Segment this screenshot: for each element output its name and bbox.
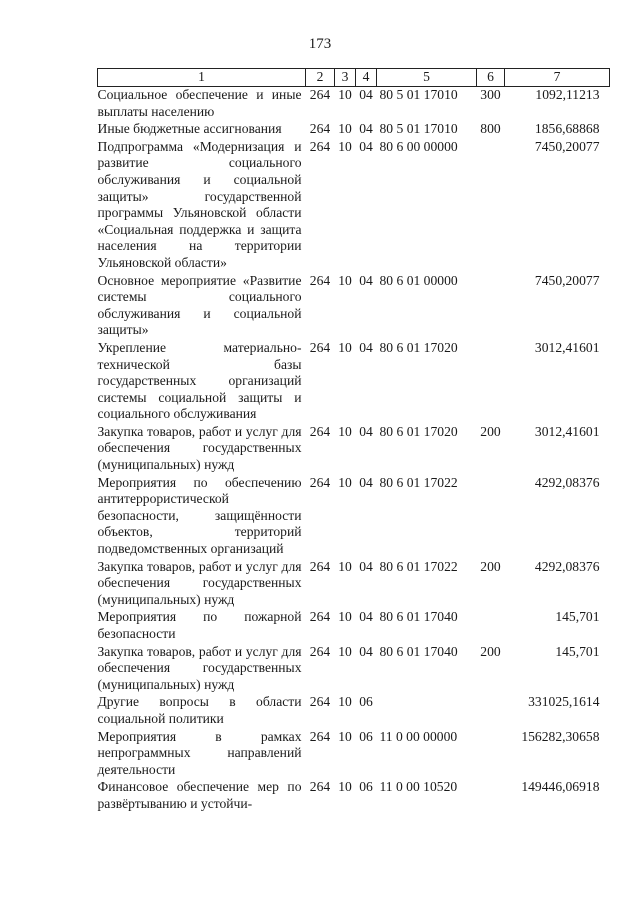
row-subsection-code: 04 bbox=[359, 474, 373, 490]
header-col-1: 1 bbox=[98, 69, 306, 87]
row-amount: 7450,20077 bbox=[534, 138, 600, 154]
row-subsection-code: 04 bbox=[359, 138, 373, 154]
row-ministry-code: 264 bbox=[309, 728, 331, 744]
row-subsection-code: 04 bbox=[359, 272, 373, 288]
row-target-article: 80 6 01 17022 bbox=[379, 558, 458, 574]
header-col-6: 6 bbox=[477, 69, 505, 87]
row-section-code: 10 bbox=[338, 423, 352, 439]
table-row bbox=[98, 694, 610, 728]
row-expense-type: 200 bbox=[480, 423, 501, 439]
table-row bbox=[98, 644, 610, 695]
row-expense-type bbox=[477, 139, 505, 273]
row-ministry-code: 264 bbox=[309, 339, 331, 355]
row-target-article: 80 6 00 00000 bbox=[379, 138, 458, 154]
row-subsection-code: 04 bbox=[359, 87, 373, 102]
row-target-article: 80 6 01 17022 bbox=[379, 474, 458, 490]
row-expense-type: 200 bbox=[480, 558, 501, 574]
row-expense-type bbox=[477, 779, 505, 813]
row-target-article: 80 6 01 17020 bbox=[379, 339, 458, 355]
row-section-code: 10 bbox=[338, 609, 352, 625]
row-subsection-code: 04 bbox=[359, 558, 373, 574]
row-expense-type bbox=[477, 273, 505, 340]
row-amount: 7450,20077 bbox=[534, 272, 600, 288]
row-target-article: 80 6 01 17020 bbox=[379, 423, 458, 439]
row-amount: 3012,41601 bbox=[534, 423, 600, 439]
row-subsection-code: 04 bbox=[359, 339, 373, 355]
row-target-article bbox=[377, 694, 477, 728]
table-row bbox=[98, 609, 610, 643]
row-ministry-code: 264 bbox=[309, 423, 331, 439]
row-target-article: 80 6 01 17040 bbox=[379, 609, 458, 625]
row-amount: 145,701 bbox=[555, 609, 600, 625]
table-row bbox=[98, 475, 610, 559]
row-section-code: 10 bbox=[338, 558, 352, 574]
header-col-7: 7 bbox=[505, 69, 610, 87]
header-col-5: 5 bbox=[377, 69, 477, 87]
row-name: Основное мероприятие «Развитие системы социального обслуживания и социальной защиты» bbox=[97, 272, 302, 338]
row-subsection-code: 04 bbox=[359, 121, 373, 137]
table-row bbox=[98, 424, 610, 475]
row-ministry-code: 264 bbox=[309, 121, 331, 137]
row-ministry-code: 264 bbox=[309, 779, 331, 795]
row-section-code: 10 bbox=[338, 339, 352, 355]
header-col-3: 3 bbox=[335, 69, 356, 87]
row-ministry-code: 264 bbox=[309, 272, 331, 288]
row-name: Подпрограмма «Модернизация и развитие социального обслуживания и социальной защиты» государственной программы Ульяновской области «Социальная поддержка и защита населения на территории Ульяновской области» bbox=[97, 138, 302, 270]
row-section-code: 10 bbox=[338, 474, 352, 490]
row-expense-type: 800 bbox=[480, 121, 501, 137]
row-target-article: 11 0 00 00000 bbox=[379, 728, 458, 744]
row-ministry-code: 264 bbox=[309, 87, 331, 102]
row-expense-type bbox=[477, 694, 505, 728]
row-ministry-code: 264 bbox=[309, 643, 331, 659]
row-expense-type bbox=[477, 475, 505, 559]
row-name: Закупка товаров, работ и услуг для обеспечения государственных (муниципальных) нужд bbox=[97, 423, 302, 473]
row-target-article: 11 0 00 10520 bbox=[379, 779, 458, 795]
table-row bbox=[98, 779, 610, 813]
row-amount: 156282,30658 bbox=[521, 728, 600, 744]
row-expense-type bbox=[477, 729, 505, 780]
row-amount: 1856,68868 bbox=[534, 121, 600, 137]
row-section-code: 10 bbox=[338, 87, 352, 102]
row-subsection-code: 06 bbox=[359, 694, 373, 710]
row-expense-type bbox=[477, 609, 505, 643]
row-name: Другие вопросы в области социальной политики bbox=[97, 694, 302, 726]
row-ministry-code: 264 bbox=[309, 474, 331, 490]
row-ministry-code: 264 bbox=[309, 138, 331, 154]
row-expense-type: 200 bbox=[480, 643, 501, 659]
row-amount: 145,701 bbox=[555, 643, 600, 659]
row-target-article: 80 5 01 17010 bbox=[379, 87, 458, 102]
header-col-4: 4 bbox=[356, 69, 377, 87]
row-name: Закупка товаров, работ и услуг для обеспечения государственных (муниципальных) нужд bbox=[97, 643, 302, 692]
table-row bbox=[98, 87, 610, 122]
row-subsection-code: 04 bbox=[359, 609, 373, 625]
row-amount: 4292,08376 bbox=[534, 558, 600, 574]
row-section-code: 10 bbox=[338, 138, 352, 154]
row-section-code: 10 bbox=[338, 121, 352, 137]
row-name: Закупка товаров, работ и услуг для обеспечения государственных (муниципальных) нужд bbox=[97, 558, 302, 607]
row-name: Мероприятия по обеспечению антитеррористической безопасности, защищённости объектов, территорий подведомственных организаций bbox=[97, 474, 302, 557]
row-amount: 331025,1614 bbox=[528, 694, 600, 710]
row-subsection-code: 04 bbox=[359, 423, 373, 439]
row-expense-type bbox=[477, 340, 505, 424]
row-amount: 3012,41601 bbox=[534, 339, 600, 355]
row-amount: 4292,08376 bbox=[534, 474, 600, 490]
row-amount: 149446,06918 bbox=[521, 779, 600, 795]
table-row bbox=[98, 340, 610, 424]
table-header-row bbox=[98, 69, 610, 87]
row-section-code: 10 bbox=[338, 694, 352, 710]
row-ministry-code: 264 bbox=[309, 609, 331, 625]
row-subsection-code: 06 bbox=[359, 779, 373, 795]
row-target-article: 80 6 01 00000 bbox=[379, 272, 458, 288]
row-name: Мероприятия в рамках непрограммных направлений деятельности bbox=[97, 728, 302, 777]
table-row bbox=[98, 729, 610, 780]
table-row bbox=[98, 273, 610, 340]
row-target-article: 80 5 01 17010 bbox=[379, 121, 458, 137]
header-col-2: 2 bbox=[306, 69, 335, 87]
row-section-code: 10 bbox=[338, 272, 352, 288]
row-section-code: 10 bbox=[338, 728, 352, 744]
table-body bbox=[98, 87, 610, 814]
row-expense-type: 300 bbox=[480, 87, 501, 102]
row-name: Финансовое обеспечение мер по развёртыванию и устойчи- bbox=[97, 779, 302, 811]
table-row bbox=[98, 139, 610, 273]
row-target-article: 80 6 01 17040 bbox=[379, 643, 458, 659]
budget-table bbox=[97, 68, 610, 814]
row-name: Мероприятия по пожарной безопасности bbox=[97, 609, 302, 641]
page-number: 173 bbox=[308, 36, 332, 52]
row-name: Социальное обеспечение и иные выплаты населению bbox=[97, 87, 302, 119]
row-amount: 1092,11213 bbox=[535, 87, 600, 102]
row-subsection-code: 06 bbox=[359, 728, 373, 744]
table-row bbox=[98, 559, 610, 610]
row-section-code: 10 bbox=[338, 779, 352, 795]
row-section-code: 10 bbox=[338, 643, 352, 659]
row-ministry-code: 264 bbox=[309, 558, 331, 574]
row-name: Иные бюджетные ассигнования bbox=[97, 121, 282, 137]
row-ministry-code: 264 bbox=[309, 694, 331, 710]
row-subsection-code: 04 bbox=[359, 643, 373, 659]
table-row bbox=[98, 121, 610, 139]
row-name: Укрепление материально-технической базы государственных организаций системы социальной защиты и социального обслуживания bbox=[97, 339, 302, 422]
